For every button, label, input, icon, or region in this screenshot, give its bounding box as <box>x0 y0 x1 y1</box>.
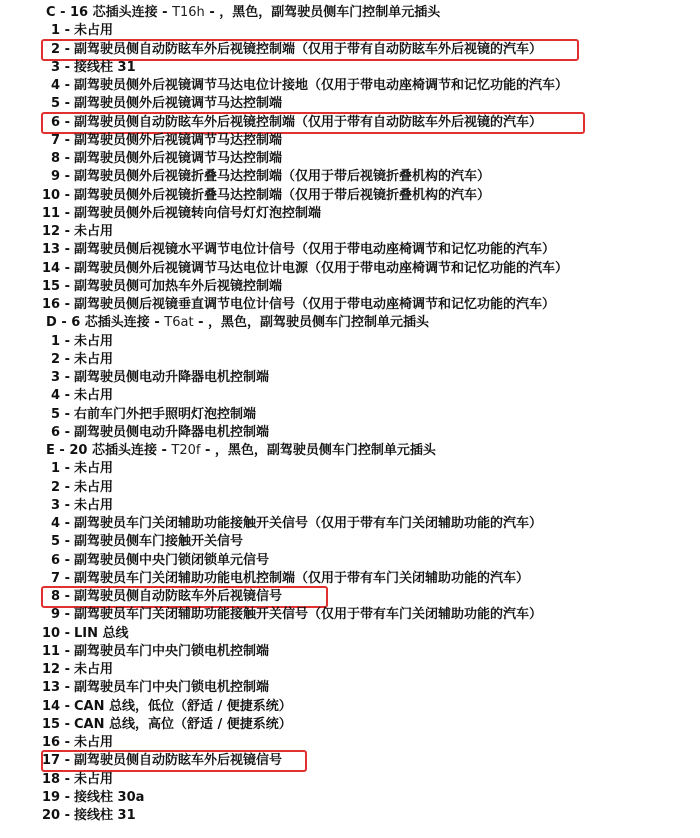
pin-row <box>0 570 700 588</box>
pin-number: 13 - <box>41 242 70 258</box>
pin-number: 14 - <box>41 260 70 276</box>
pin-number: 11 - <box>41 205 70 221</box>
pin-row <box>0 168 700 186</box>
pin-description: CAN 总线，高位（舒适 / 便捷系统） <box>74 716 292 732</box>
pin-description: 副驾驶员侧电动升降器电机控制端 <box>74 370 270 385</box>
pin-description: 副驾驶员侧车门接触开关信号 <box>74 534 244 550</box>
pin-row <box>0 424 700 442</box>
pin-row <box>0 497 700 515</box>
pin-description: 未占用 <box>74 771 114 787</box>
pin-number: 18 - <box>41 771 70 787</box>
pin-description: 未占用 <box>74 461 114 477</box>
pin-description: 副驾驶员车门关闭辅助功能接触开关信号（仅用于带有车门关闭辅助功能的汽车） <box>74 516 543 531</box>
pin-row <box>0 278 700 296</box>
pin-row <box>0 369 700 387</box>
pin-number: 10 - <box>41 187 70 203</box>
pin-row <box>0 77 700 95</box>
pin-number: 15 - <box>41 278 70 294</box>
pin-row <box>0 679 700 697</box>
pin-number: 3 - <box>51 59 70 75</box>
pin-number: 1 - <box>51 461 70 477</box>
pin-description: 副驾驶员侧外后视镜调节马达控制端 <box>74 151 283 166</box>
pin-row <box>0 533 700 551</box>
pin-description: LIN 总线 <box>74 625 129 641</box>
pin-row <box>0 351 700 369</box>
pin-description: 副驾驶员侧外后视镜调节马达电位计电源（仅用于带电动座椅调节和记忆功能的汽车） <box>74 260 569 276</box>
pin-number: 2 - <box>51 479 70 495</box>
pin-number: 16 - <box>41 735 70 750</box>
connector-label: C - 16 芯插头连接 - <box>46 5 173 20</box>
pin-row <box>0 187 700 205</box>
pin-row <box>0 223 700 241</box>
pin-row <box>0 132 700 150</box>
pin-number: 12 - <box>41 224 70 239</box>
pin-number: 3 - <box>51 497 70 513</box>
pin-row <box>0 460 700 478</box>
pin-description: 副驾驶员侧中央门锁闭锁单元信号 <box>74 552 270 568</box>
pin-row <box>0 606 700 624</box>
pin-number: 8 - <box>51 589 70 604</box>
pin-row <box>0 625 700 643</box>
pin-number: 13 - <box>41 680 70 696</box>
pin-row <box>0 406 700 424</box>
pin-description: 未占用 <box>74 497 114 513</box>
pin-number: 8 - <box>51 151 70 166</box>
pin-number: 14 - <box>41 698 70 714</box>
pin-row <box>0 807 700 825</box>
pin-number: 20 - <box>41 808 70 823</box>
pin-description: 未占用 <box>74 735 114 750</box>
pin-number: 12 - <box>41 662 70 677</box>
pin-row <box>0 643 700 661</box>
pin-description: 未占用 <box>74 388 114 404</box>
connector-code: T6at <box>164 315 194 331</box>
pin-description: 副驾驶员侧外后视镜调节马达控制端 <box>74 96 283 112</box>
pin-description: 接线柱 30a <box>74 789 145 805</box>
pin-description: 副驾驶员车门关闭辅助功能接触开关信号（仅用于带有车门关闭辅助功能的汽车） <box>74 607 543 623</box>
pin-description: 未占用 <box>74 224 114 239</box>
connector-label: D - 6 芯插头连接 - <box>46 315 165 331</box>
section-header <box>46 442 436 460</box>
pin-number: 4 - <box>51 78 70 93</box>
pin-number: 2 - <box>51 351 70 367</box>
pin-description: 副驾驶员侧外后视镜折叠马达控制端（仅用于带后视镜折叠机构的汽车） <box>74 169 491 185</box>
pin-row <box>0 588 700 606</box>
pin-description: 副驾驶员侧后视镜水平调节电位计信号（仅用于带电动座椅调节和记忆功能的汽车） <box>74 242 556 258</box>
connector-description: - ，黑色，副驾驶员侧车门控制单元插头 <box>193 315 429 331</box>
pin-description: 未占用 <box>74 23 114 39</box>
pin-number: 6 - <box>51 424 70 440</box>
pin-description: 副驾驶员侧电动升降器电机控制端 <box>74 424 270 440</box>
pin-number: 1 - <box>51 333 70 349</box>
pin-row <box>0 333 700 351</box>
pin-description: 副驾驶员侧可加热车外后视镜控制端 <box>74 278 283 294</box>
pin-row <box>0 260 700 278</box>
pin-row <box>0 22 700 40</box>
pin-row <box>0 698 700 716</box>
pin-description: 副驾驶员侧外后视镜调节马达电位计接地（仅用于带电动座椅调节和记忆功能的汽车） <box>74 78 569 93</box>
pin-row <box>0 515 700 533</box>
pin-row <box>0 205 700 223</box>
pin-description: 副驾驶员侧外后视镜折叠马达控制端（仅用于带后视镜折叠机构的汽车） <box>74 187 491 203</box>
pin-description: 未占用 <box>74 662 114 677</box>
connector-code: T20f <box>171 443 201 458</box>
pin-number: 1 - <box>51 23 70 39</box>
pin-number: 6 - <box>51 114 70 130</box>
pin-row <box>0 387 700 405</box>
pin-number: 16 - <box>41 297 70 312</box>
pin-row <box>0 789 700 807</box>
connector-label: E - 20 芯插头连接 - <box>46 443 172 458</box>
pin-row <box>0 95 700 113</box>
pin-number: 17 - <box>41 753 70 769</box>
connector-description: - ，黑色，副驾驶员侧车门控制单元插头 <box>200 443 436 458</box>
pin-description: CAN 总线，低位（舒适 / 便捷系统） <box>74 698 292 714</box>
pin-number: 5 - <box>51 96 70 112</box>
pin-description: 副驾驶员侧自动防眩车外后视镜信号 <box>74 753 283 769</box>
pin-row <box>0 479 700 497</box>
pin-row <box>0 296 700 314</box>
pin-description: 副驾驶员侧后视镜垂直调节电位计信号（仅用于带电动座椅调节和记忆功能的汽车） <box>74 297 556 312</box>
pin-description: 副驾驶员侧自动防眩车外后视镜控制端（仅用于带有自动防眩车外后视镜的汽车） <box>74 41 543 57</box>
pin-description: 接线柱 31 <box>74 59 136 75</box>
pin-description: 副驾驶员侧外后视镜调节马达控制端 <box>74 132 283 148</box>
pin-number: 6 - <box>51 552 70 568</box>
pin-row <box>0 241 700 259</box>
pin-description: 副驾驶员侧外后视镜转向信号灯灯泡控制端 <box>74 205 322 221</box>
pin-description: 副驾驶员车门中央门锁电机控制端 <box>74 680 270 696</box>
pin-number: 15 - <box>41 716 70 732</box>
pin-number: 4 - <box>51 516 70 531</box>
pin-number: 19 - <box>41 789 70 805</box>
pin-row <box>0 771 700 789</box>
pin-description: 未占用 <box>74 333 114 349</box>
pin-row <box>0 661 700 679</box>
pin-row <box>0 734 700 752</box>
pin-number: 7 - <box>51 132 70 148</box>
pin-number: 11 - <box>41 643 70 659</box>
pin-row <box>0 59 700 77</box>
connector-description: - ，黑色，副驾驶员侧车门控制单元插头 <box>204 5 441 20</box>
pin-description: 右前车门外把手照明灯泡控制端 <box>74 406 257 422</box>
pin-description: 副驾驶员车门关闭辅助功能电机控制端（仅用于带有车门关闭辅助功能的汽车） <box>74 570 530 586</box>
pin-description: 副驾驶员车门中央门锁电机控制端 <box>74 643 270 659</box>
pin-row <box>0 150 700 168</box>
pin-description: 未占用 <box>74 479 114 495</box>
pin-number: 4 - <box>51 388 70 404</box>
pin-row <box>0 41 700 59</box>
pin-number: 9 - <box>51 169 70 185</box>
pin-number: 5 - <box>51 406 70 422</box>
pin-number: 9 - <box>51 607 70 623</box>
pin-number: 5 - <box>51 534 70 550</box>
pin-row <box>0 552 700 570</box>
pin-row <box>0 114 700 132</box>
pin-description: 接线柱 31 <box>74 808 136 823</box>
connector-code: T16h <box>172 5 205 20</box>
section-header <box>46 4 440 22</box>
pin-row <box>0 752 700 770</box>
pin-description: 副驾驶员侧自动防眩车外后视镜控制端（仅用于带有自动防眩车外后视镜的汽车） <box>74 114 543 130</box>
pin-number: 10 - <box>41 625 70 641</box>
pin-description: 副驾驶员侧自动防眩车外后视镜信号 <box>74 589 283 604</box>
pin-number: 7 - <box>51 570 70 586</box>
pin-row <box>0 716 700 734</box>
pin-description: 未占用 <box>74 351 114 367</box>
pin-number: 3 - <box>51 370 70 385</box>
pin-number: 2 - <box>51 41 70 57</box>
section-header <box>46 314 429 332</box>
